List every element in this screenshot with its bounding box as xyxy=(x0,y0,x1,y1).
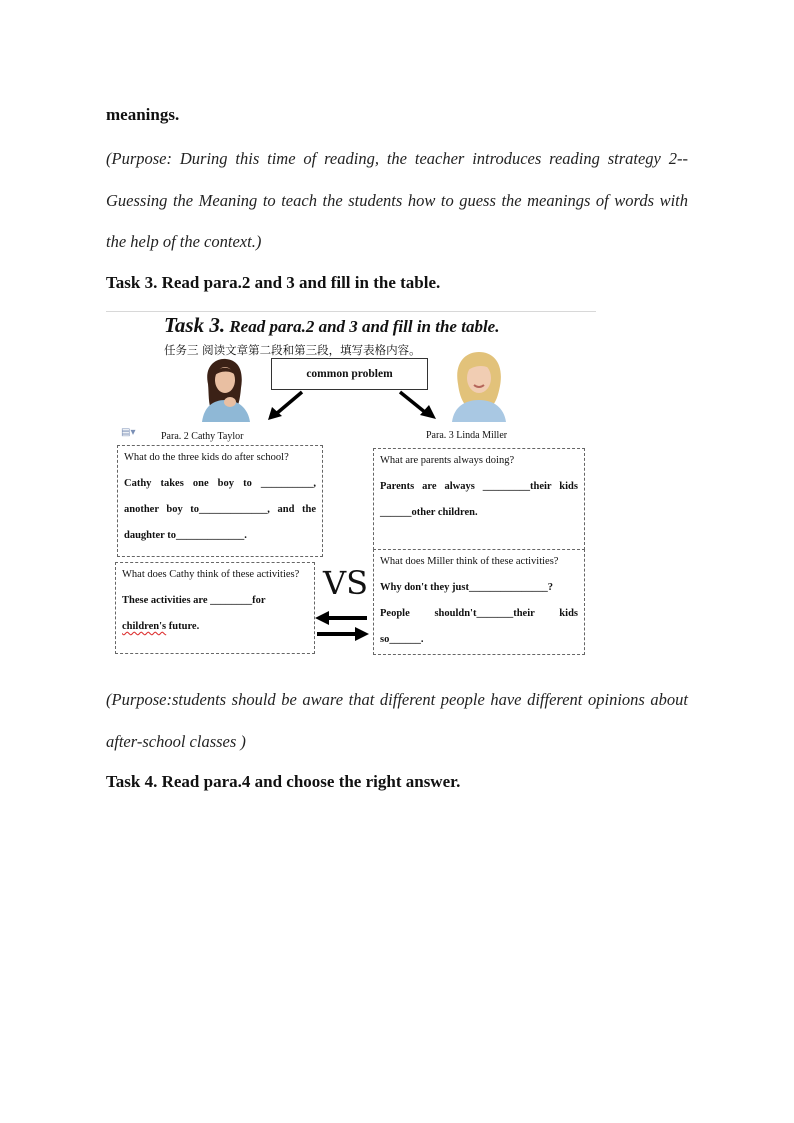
box-parents-doing xyxy=(373,448,585,550)
question-parents-doing: What are parents always doing? xyxy=(380,455,515,466)
box-miller-opinion xyxy=(373,549,585,655)
label-cathy-taylor: Para. 2 Cathy Taylor xyxy=(161,431,244,442)
box-cathy-opinion xyxy=(115,562,315,654)
task-4-heading: Task 4. Read para.4 and choose the right answer. xyxy=(106,772,461,791)
figure-title-task: Task 3. xyxy=(164,313,226,337)
question-kids-after-school: What do the three kids do after school? xyxy=(124,452,289,463)
split-arrows xyxy=(266,389,446,421)
answer-line: daughter to_____________. xyxy=(124,530,247,541)
document-icon: ▤▾ xyxy=(121,427,136,438)
answer-line: so______. xyxy=(380,634,424,645)
cathy-avatar-image xyxy=(194,356,254,422)
box-cathy-kids-activities xyxy=(117,445,323,557)
exchange-arrows-icon xyxy=(315,609,369,643)
question-miller-opinion: What does Miller think of these activities? xyxy=(380,556,559,567)
figure-top-rule xyxy=(106,311,596,312)
versus-label: VS xyxy=(323,564,369,602)
answer-line: another boy to_____________, and the xyxy=(124,504,316,515)
task-3-heading: Task 3. Read para.2 and 3 and fill in the table. xyxy=(106,273,441,292)
text-meanings: meanings. xyxy=(106,105,180,124)
answer-line-rest: future. xyxy=(166,621,200,632)
common-problem-box: common problem xyxy=(271,358,428,390)
answer-line: Parents are always _________their kids xyxy=(380,481,578,492)
figure-title xyxy=(164,313,499,338)
purpose-paragraph-2: (Purpose:students should be aware that different people have different opinions about after-school classes ) xyxy=(106,690,688,751)
answer-line: ______other children. xyxy=(380,507,478,518)
answer-line: Why don't they just_______________? xyxy=(380,582,553,593)
task-3-figure xyxy=(106,311,596,663)
label-linda-miller: Para. 3 Linda Miller xyxy=(426,430,508,441)
answer-line: Cathy takes one boy to __________, xyxy=(124,478,316,489)
figure-title-rest: Read para.2 and 3 and fill in the table. xyxy=(225,317,500,336)
question-cathy-opinion: What does Cathy think of these activities? xyxy=(122,569,300,580)
answer-line xyxy=(122,614,308,640)
linda-avatar-image xyxy=(446,348,512,422)
purpose-paragraph-1: (Purpose: During this time of reading, the teacher introduces reading strategy 2-- Guessing the Meaning to teach the students how to guess the meanings of words with the help of the context.) xyxy=(106,149,688,251)
answer-line: People shouldn't_______their kids xyxy=(380,608,578,619)
figure-subtitle: 任务三 阅读文章第二段和第三段，填写表格内容。 xyxy=(164,343,421,357)
wavy-word: children's xyxy=(122,621,167,632)
answer-line: These activities are ________for xyxy=(122,595,266,606)
